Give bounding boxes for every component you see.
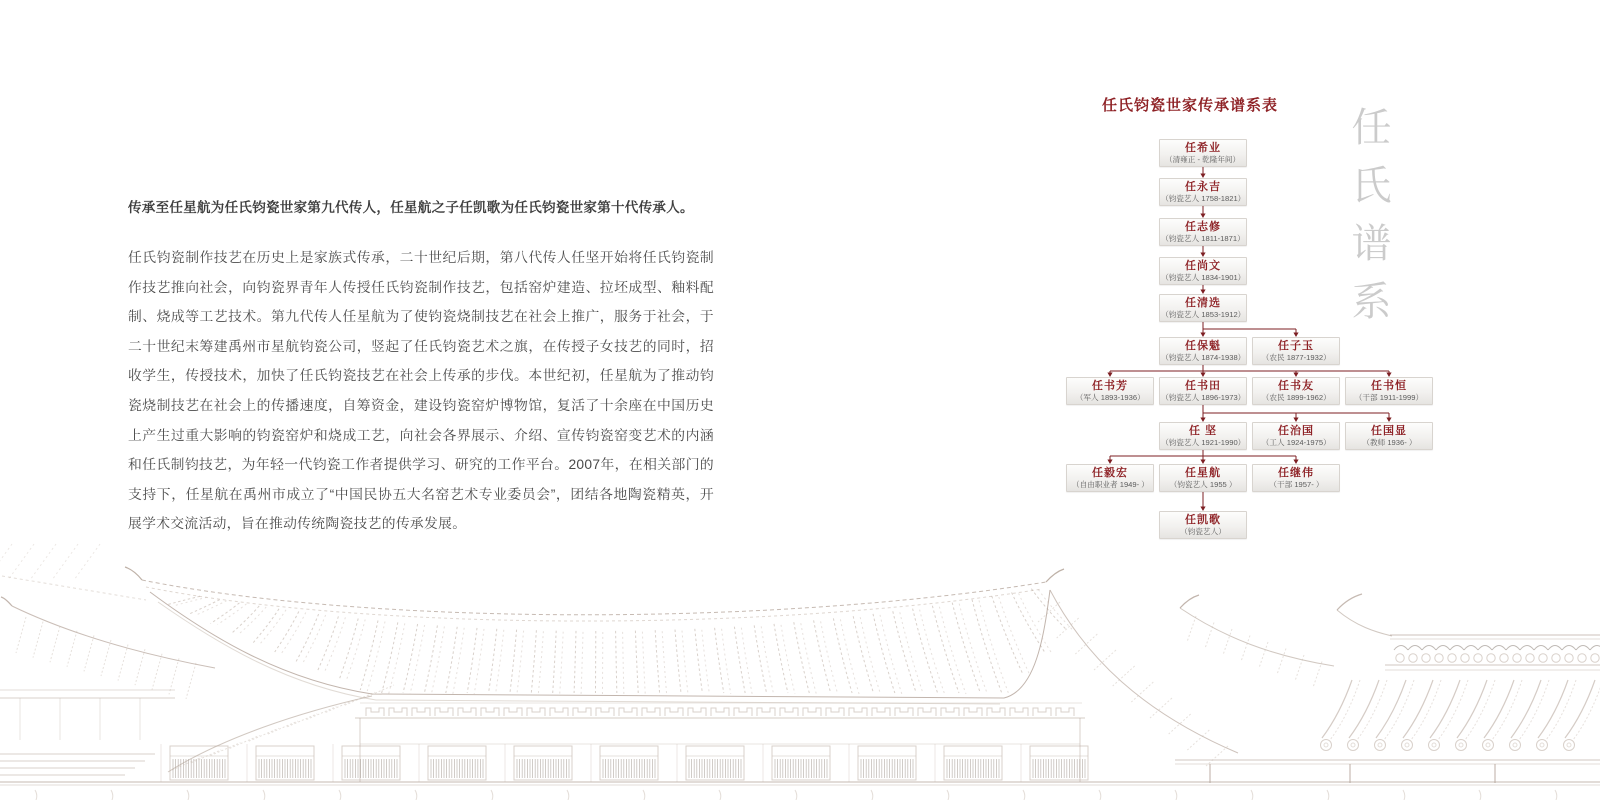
tree-node-desc: （农民 1899-1962） (1261, 392, 1331, 402)
tree-node-gen5 (1159, 294, 1247, 322)
tree-node-desc: （干部 1957- ） (1268, 479, 1324, 489)
tree-node-gen9-c (1252, 464, 1340, 492)
tree-node-name: 任毅宏 (1092, 466, 1128, 479)
article-block (128, 197, 714, 539)
tree-node-name: 任保魁 (1185, 339, 1221, 352)
tree-node-gen9-b (1159, 464, 1247, 492)
tree-node-name: 任凯歌 (1185, 513, 1221, 526)
tree-node-desc: （钧瓷艺人 1834-1901） (1160, 272, 1246, 282)
tree-node-name: 任书友 (1278, 379, 1314, 392)
tree-node-gen8-c (1345, 422, 1433, 450)
article-lead: 传承至任星航为任氏钧瓷世家第九代传人，任星航之子任凯歌为任氏钧瓷世家第十代传承人。 (128, 200, 694, 215)
article-body: 任氏钧瓷制作技艺在历史上是家族式传承，二十世纪后期，第八代传人任坚开始将任氏钧瓷制作技艺推向社会，向钧瓷界青年人传授任氏钧瓷制作技艺，包括窑炉建造、拉坯成型、釉料配制、烧成等工艺技术。第九代传人任星航为了使钧瓷烧制技艺在社会上推广，服务于社会，于二十世纪末筹建禹州市星航钧瓷公司，竖起了任氏钧瓷艺术之旗，在传授子女技艺的同时，招收学生，传授技术，加快了任氏钧瓷技艺在社会上传承的步伐。本世纪初，任星航为了推动钧瓷烧制技艺在社会上的传播速度，自筹资金，建设钧瓷窑炉博物馆，复活了十余座在中国历史上产生过重大影响的钧瓷窑炉和烧成工艺，向社会各界展示、介绍、宣传钧瓷窑变艺术的内涵和任氏制钧技艺，为年轻一代钧瓷工作者提供学习、研究的工作平台。2007年，在相关部门的支持下，任星航在禹州市成立了“中国民协五大名窑艺术专业委员会”，团结各地陶瓷精英，开展学术交流活动，旨在推动传统陶瓷技艺的传承发展。 (128, 250, 714, 532)
tree-node-name: 任星航 (1185, 466, 1221, 479)
tree-node-desc: （钧瓷艺人 1896-1973） (1160, 392, 1246, 402)
tree-node-desc: （农民 1877-1932） (1261, 352, 1331, 362)
tree-node-gen7-b (1159, 377, 1247, 405)
tree-node-desc: （钧瓷艺人 1811-1871） (1161, 233, 1245, 243)
tree-node-name: 任清选 (1185, 296, 1221, 309)
tree-node-name: 任尚文 (1185, 259, 1221, 272)
tree-node-desc: （自由职业者 1949- ） (1071, 479, 1149, 489)
tree-node-desc: （工人 1924-1975） (1261, 437, 1331, 447)
tree-node-desc: （钧瓷艺人 1758-1821） (1160, 193, 1246, 203)
tree-node-gen10 (1159, 511, 1247, 539)
tree-node-name: 任希业 (1185, 141, 1221, 154)
tree-node-name: 任子玉 (1278, 339, 1314, 352)
tree-node-desc: （钧瓷艺人 1921-1990） (1160, 437, 1246, 447)
tree-node-name: 任书芳 (1092, 379, 1128, 392)
tree-node-gen1 (1159, 139, 1247, 167)
tree-node-name: 任书田 (1185, 379, 1221, 392)
tree-node-gen8-b (1252, 422, 1340, 450)
tree-node-gen7-c (1252, 377, 1340, 405)
tree-node-gen7-d (1345, 377, 1433, 405)
genealogy-title: 任氏钧瓷世家传承谱系表 (1101, 97, 1278, 114)
tree-node-gen6-a (1159, 337, 1247, 365)
tree-node-desc: （军人 1893-1936） (1075, 392, 1145, 402)
tree-node-gen4 (1159, 257, 1247, 285)
tree-node-gen9-a (1066, 464, 1154, 492)
tree-node-desc: （清雍正 - 乾隆年间） (1165, 154, 1241, 164)
tree-node-desc: （钧瓷艺人 1853-1912） (1160, 309, 1246, 319)
tree-node-name: 任治国 (1278, 424, 1314, 437)
tree-node-name: 任国显 (1371, 424, 1407, 437)
tree-node-desc: （钧瓷艺人 1955 ） (1169, 479, 1237, 489)
tree-node-name: 任书恒 (1371, 379, 1407, 392)
tree-node-name: 任志修 (1185, 220, 1221, 233)
tree-node-name: 任继伟 (1278, 466, 1314, 479)
tree-node-gen2 (1159, 178, 1247, 206)
architecture-sketch (0, 540, 1600, 800)
tree-node-desc: （教师 1936- ） (1361, 437, 1417, 447)
tree-node-desc: （钧瓷艺人 1874-1938） (1160, 352, 1246, 362)
tree-node-name: 任 坚 (1188, 424, 1218, 437)
tree-node-gen6-b (1252, 337, 1340, 365)
tree-node-desc: （钧瓷艺人） (1180, 526, 1226, 536)
side-calligraphy-label: 任氏谱系 (1345, 106, 1391, 338)
tree-node-desc: （干部 1911-1999） (1354, 392, 1424, 402)
tree-node-gen8-a (1159, 422, 1247, 450)
tree-node-name: 任永吉 (1185, 180, 1221, 193)
tree-node-gen7-a (1066, 377, 1154, 405)
tree-node-gen3 (1159, 218, 1247, 246)
